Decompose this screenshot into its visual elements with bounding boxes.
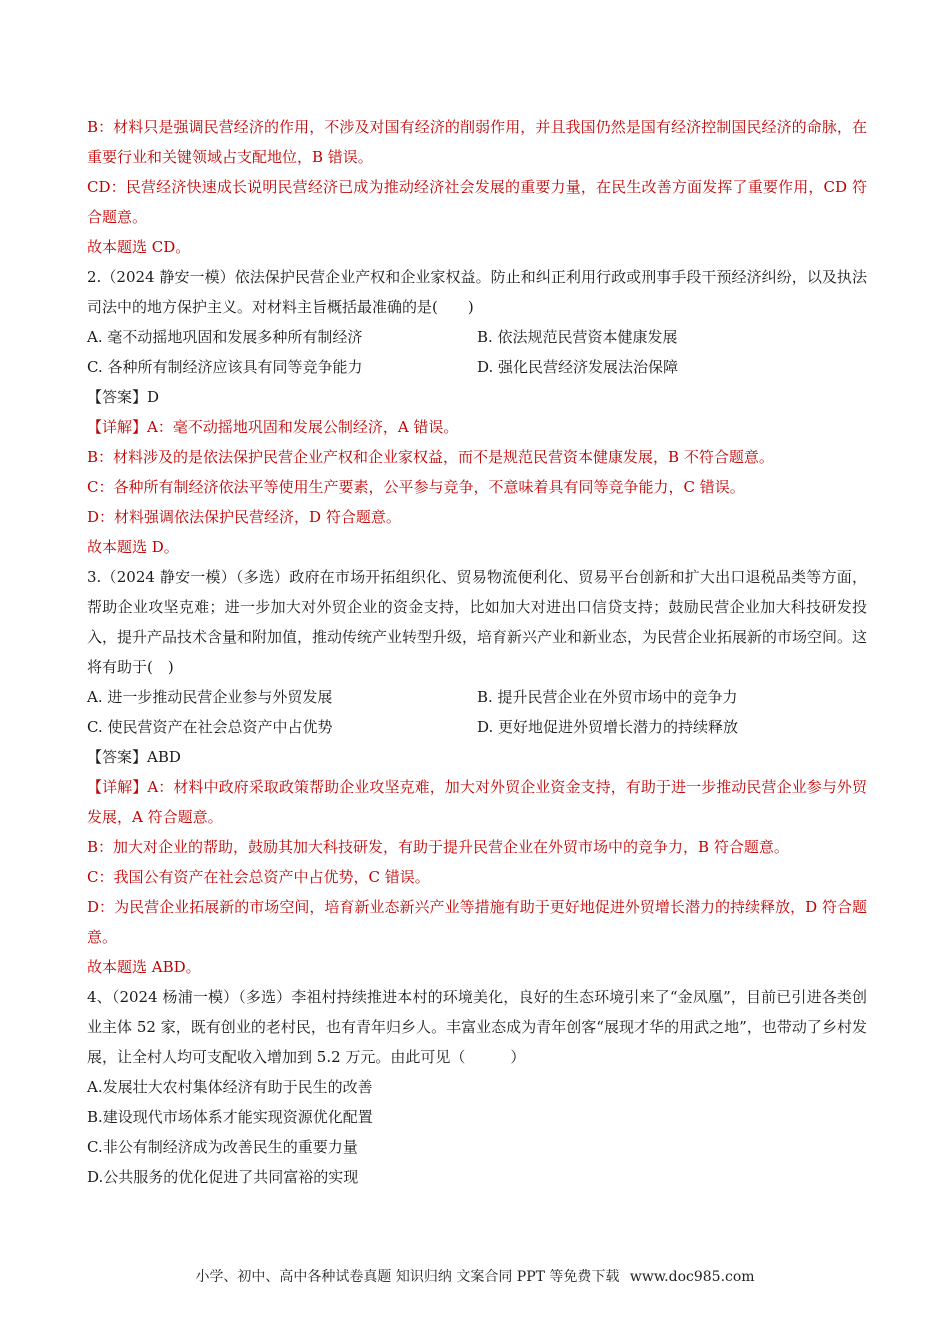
- q4-stem: 4、（2024 杨浦一模）（多选）李祖村持续推进本村的环境美化，良好的生态环境引来了“金凤凰”，目前已引进各类创业主体 52 家，既有创业的老村民，也有青年归乡人。丰富业态成为青年创客“展现才华的用武之地”，也带动了乡村发展，让全村人均可支配收入增加到 5.2 万元。由此可见（ ）: [87, 988, 867, 1066]
- q2-explanation-a: 【详解】A：毫不动摇地巩固和发展公制经济，A 错误。: [87, 418, 459, 436]
- q1-conclusion: 故本题选 CD。: [87, 238, 191, 256]
- q2-option-d: D. 强化民营经济发展法治保障: [477, 358, 679, 376]
- q3-explanation-c: C：我国公有资产在社会总资产中占优势，C 错误。: [87, 868, 430, 886]
- q2-explanation-d: D：材料强调依法保护民营经济，D 符合题意。: [87, 508, 401, 526]
- q4-options: [87, 1072, 867, 1192]
- footer-text: 小学、初中、高中各种试卷真题 知识归纳 文案合同 PPT 等免费下载: [195, 1269, 620, 1285]
- q1-explanation-b: B：材料只是强调民营经济的作用，不涉及对国有经济的削弱作用，并且我国仍然是国有经济控制国民经济的命脉，在重要行业和关键领域占支配地位，B 错误。: [87, 118, 867, 166]
- q2-conclusion: 故本题选 D。: [87, 538, 179, 556]
- q4-option-a: A.发展壮大农村集体经济有助于民生的改善: [87, 1078, 373, 1096]
- q3-option-c: C. 使民营资产在社会总资产中占优势: [87, 718, 333, 736]
- q2-option-b: B. 依法规范民营资本健康发展: [477, 328, 678, 346]
- q4-option-b: B.建设现代市场体系才能实现资源优化配置: [87, 1108, 373, 1126]
- q2-option-a: A. 毫不动摇地巩固和发展多种所有制经济: [87, 328, 363, 346]
- q3-conclusion: 故本题选 ABD。: [87, 958, 201, 976]
- q3-answer: 【答案】ABD: [87, 748, 181, 766]
- q3-option-a: A. 进一步推动民营企业参与外贸发展: [87, 688, 333, 706]
- q3-options: [87, 682, 867, 742]
- q2-explanation-b: B：材料涉及的是依法保护民营企业产权和企业家权益，而不是规范民营资本健康发展，B 不符合题意。: [87, 448, 774, 466]
- q3-explanation-a: 【详解】A：材料中政府采取政策帮助企业攻坚克难，加大对外贸企业资金支持，有助于进一步推动民营企业参与外贸发展，A 符合题意。: [87, 778, 867, 826]
- q2-answer: 【答案】D: [87, 388, 160, 406]
- q1-explanation-cd: CD：民营经济快速成长说明民营经济已成为推动经济社会发展的重要力量，在民生改善方面发挥了重要作用，CD 符合题意。: [87, 178, 867, 226]
- q3-explanation-b: B：加大对企业的帮助，鼓励其加大科技研发，有助于提升民营企业在外贸市场中的竞争力，B 符合题意。: [87, 838, 789, 856]
- q2-stem: 2.（2024 静安一模）依法保护民营企业产权和企业家权益。防止和纠正利用行政或刑事手段干预经济纠纷，以及执法司法中的地方保护主义。对材料主旨概括最准确的是( ): [87, 268, 867, 316]
- page-footer: [0, 1266, 950, 1286]
- document-page: [87, 112, 867, 1192]
- q3-option-d: D. 更好地促进外贸增长潜力的持续释放: [477, 718, 739, 736]
- q3-option-b: B. 提升民营企业在外贸市场中的竞争力: [477, 688, 738, 706]
- q4-option-c: C.非公有制经济成为改善民生的重要力量: [87, 1138, 358, 1156]
- q4-option-d: D.公共服务的优化促进了共同富裕的实现: [87, 1168, 359, 1186]
- q3-stem: 3.（2024 静安一模）（多选）政府在市场开拓组织化、贸易物流便利化、贸易平台创新和扩大出口退税品类等方面，帮助企业攻坚克难；进一步加大对外贸企业的资金支持，比如加大对进出口信贷支持；鼓励民营企业加大科技研发投入，提升产品技术含量和附加值，推动传统产业转型升级，培育新兴产业和新业态，为民营企业拓展新的市场空间。这将有助于( ): [87, 568, 868, 676]
- q2-option-c: C. 各种所有制经济应该具有同等竞争能力: [87, 358, 363, 376]
- q3-explanation-d: D：为民营企业拓展新的市场空间，培育新业态新兴产业等措施有助于更好地促进外贸增长潜力的持续释放，D 符合题意。: [87, 898, 867, 946]
- footer-url[interactable]: www.doc985.com: [629, 1269, 755, 1285]
- q2-explanation-c: C：各种所有制经济依法平等使用生产要素，公平参与竞争，不意味着具有同等竞争能力，C 错误。: [87, 478, 745, 496]
- q2-options: [87, 322, 867, 382]
